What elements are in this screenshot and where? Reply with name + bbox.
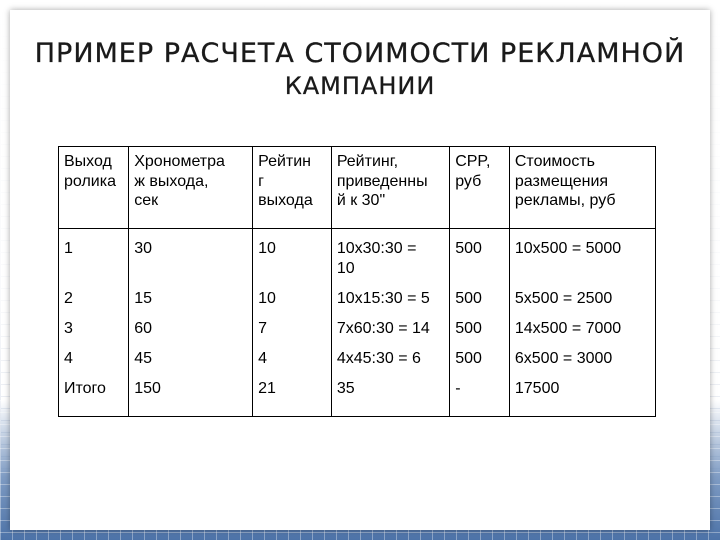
table-cell: 60	[129, 315, 253, 345]
table-cell: 10х30:30 = 10	[331, 229, 449, 286]
cost-table	[58, 146, 656, 417]
header-cell-rating: Рейтин г выхода	[253, 147, 332, 229]
table-cell: 10х15:30 = 5	[331, 285, 449, 315]
header-row	[59, 147, 656, 229]
table-cell: 6х500 = 3000	[509, 345, 655, 375]
table-cell: 10	[253, 229, 332, 286]
table-cell: 35	[331, 375, 449, 417]
table-cell: 30	[129, 229, 253, 286]
table-cell: 7	[253, 315, 332, 345]
header-cell-timing: Хронометра ж выхода, сек	[129, 147, 253, 229]
table-cell: 500	[450, 285, 510, 315]
table-cell: 14х500 = 7000	[509, 315, 655, 345]
table-cell: 5х500 = 2500	[509, 285, 655, 315]
table-row	[59, 229, 656, 286]
table-cell: 21	[253, 375, 332, 417]
table-row-total	[59, 375, 656, 417]
table-cell: 500	[450, 315, 510, 345]
table-cell: Итого	[59, 375, 129, 417]
header-cell-cost: Стоимость размещения рекламы, руб	[509, 147, 655, 229]
table-cell: 150	[129, 375, 253, 417]
header-cell-release: Выход ролика	[59, 147, 129, 229]
table-row	[59, 345, 656, 375]
table-cell: 10х500 = 5000	[509, 229, 655, 286]
table-cell: 1	[59, 229, 129, 286]
table-cell: 500	[450, 345, 510, 375]
table-cell: 15	[129, 285, 253, 315]
table-cell: 7х60:30 = 14	[331, 315, 449, 345]
table-cell: 4	[59, 345, 129, 375]
title-line-2: КАМПАНИИ	[284, 72, 436, 100]
header-cell-rating-30: Рейтинг, приведенны й к 30"	[331, 147, 449, 229]
table-row	[59, 315, 656, 345]
title-line-1: ПРИМЕР РАСЧЕТА СТОИМОСТИ РЕКЛАМНОЙ	[34, 38, 686, 69]
table-cell: 10	[253, 285, 332, 315]
table-cell: 4	[253, 345, 332, 375]
table-cell: 2	[59, 285, 129, 315]
table-cell: 500	[450, 229, 510, 286]
table-cell: 3	[59, 315, 129, 345]
table-cell: 45	[129, 345, 253, 375]
header-cell-cpp: CPP, руб	[450, 147, 510, 229]
table-cell: -	[450, 375, 510, 417]
table-cell: 17500	[509, 375, 655, 417]
slide-title	[20, 38, 700, 102]
table-cell: 4х45:30 = 6	[331, 345, 449, 375]
table-row	[59, 285, 656, 315]
